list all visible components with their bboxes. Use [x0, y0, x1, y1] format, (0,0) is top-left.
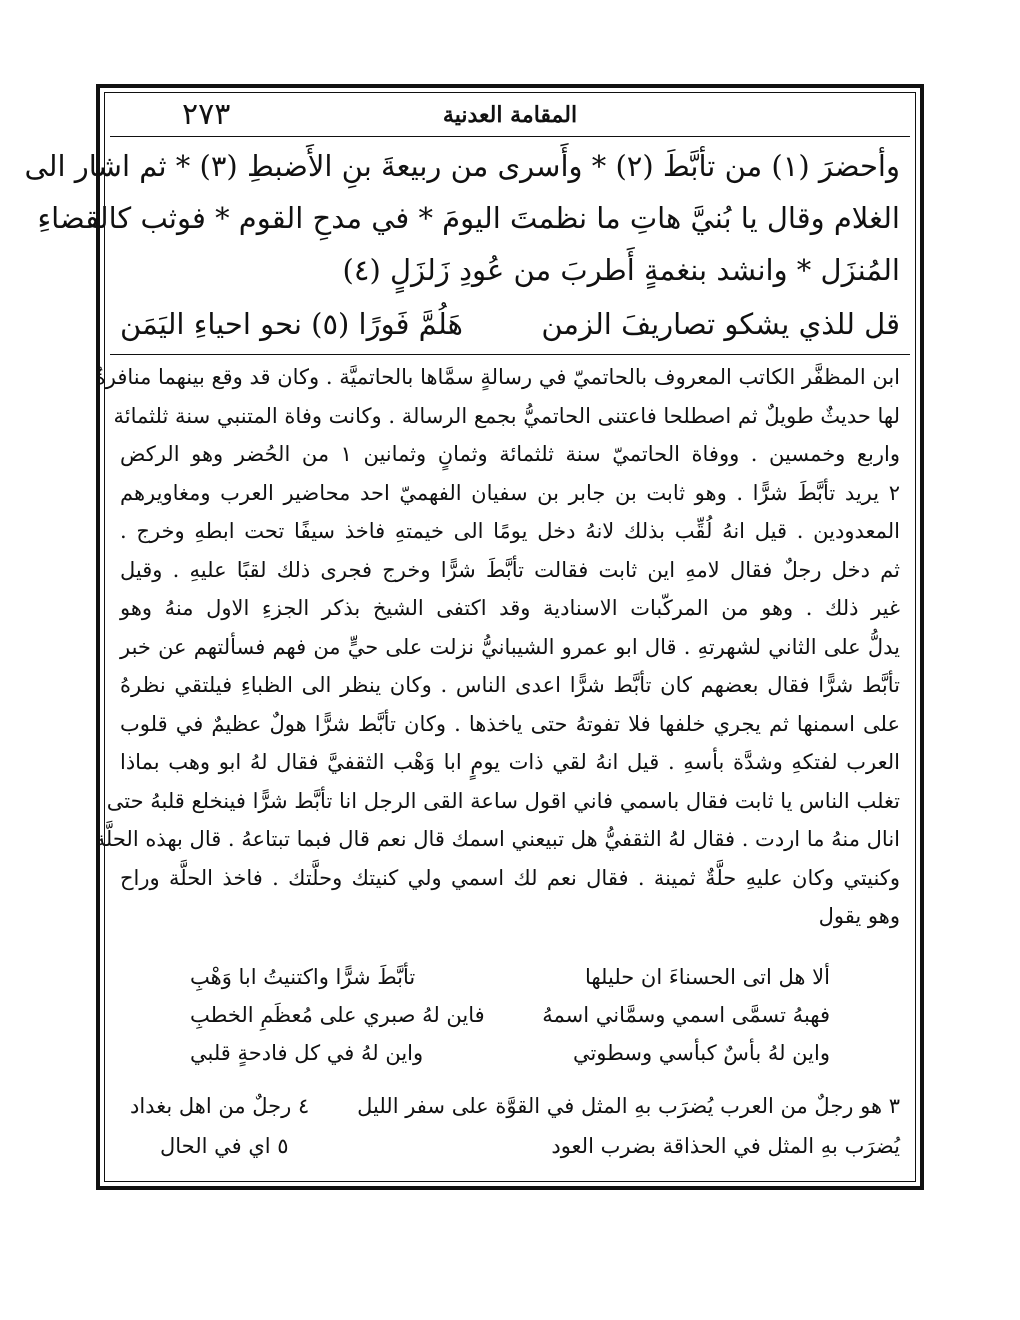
note-line: وكنيتي وكان عليهِ حلَّةٌ ثمينة . فقال نعم لك اسمي ولي كنيتك وحلَّتك . فاخذ الحلَّة وراح — [120, 865, 900, 890]
main-text-line: وأحضرَ (١) من تأبَّطَ (٢) * وأَسرى من ربيعةَ بنِ الأَضبطِ (٣) * ثم اشار الى — [24, 149, 900, 183]
verse-hemistich-first: واين لهُ بأسٌ كبأسي وسطوتي — [572, 1041, 830, 1065]
note-line: لها حديثٌ طويلٌ ثم اصطلحا فاعتنى الحاتميُّ بجمع الرسالة . وكانت وفاة المتنبي سنة ثلثمائة — [113, 403, 900, 428]
notes-separator-rule — [110, 354, 910, 355]
note-line: العرب لفتكهِ وشدَّة بأسهِ . قيل انهُ لقي ذات يومٍ ابا وَهْب الثقفيَّ فقال لهُ ابو وهب بماذا — [120, 750, 900, 774]
note-line: تغلب الناس يا ثابت فقال باسمي فاني اقول ساعة القى الرجل انا تأبَّط شرًّا فينخلع قلبهُ حتى — [106, 788, 900, 813]
verse-hemistich-second: فاين لهُ صبري على مُعظَمِ الخطبِ — [190, 1003, 485, 1027]
note-line: يدلُّ على الثاني لشهرتهِ . قال ابو عمرو الشيبانيُّ نزلت على حيٍّ من فهم فسألتهم عن خبر — [120, 634, 900, 659]
quoted-verses — [150, 958, 850, 1072]
verse-hemistich-first: ألا هل اتى الحسناءَ ان حليلها — [584, 965, 830, 989]
note-line: ٢ يريد تأبَّطَ شرًّا . وهو ثابت بن جابر بن سفيان الفهميّ احد محاضير العرب ومغاويرهم — [120, 480, 900, 505]
footnote-3: ٣ هو رجلٌ من العرب يُضرَب بهِ المثل في القوَّة على سفر الليل — [357, 1094, 900, 1118]
note-line: ابن المظفَّر الكاتب المعروف بالحاتميّ في رسالةٍ سمَّاها بالحاتميَّة . وكان قد وقع بينهما منافرةٌ — [94, 365, 900, 389]
poem-verse — [120, 298, 900, 350]
verse-hemistich-second: تأبَّطَ شرًّا واكتنيتُ ابا وَهْبِ — [190, 965, 416, 989]
verse-hemistich-second: واين لهُ في كل فادحةٍ قلبي — [190, 1041, 424, 1065]
commentary-notes — [94, 358, 901, 936]
running-title: المقامة العدنية — [442, 102, 578, 128]
footnote-4-continued: يُضرَب بهِ المثل في الحذاقة بضرب العود — [551, 1134, 900, 1158]
footnote-4: ٤ رجلٌ من اهل بغداد — [130, 1094, 310, 1118]
verse-hemistich-first: فهبهُ تسمَّى اسمي وسمَّاني اسمهُ — [542, 1003, 830, 1027]
verse-line — [150, 1034, 850, 1072]
verse-line — [150, 996, 850, 1034]
verse-line — [150, 958, 850, 996]
footnote-line — [120, 1126, 900, 1166]
note-line: على اسمنها ثم يجري خلفها فلا تفوتهُ حتى ياخذها . وكان تأبَّط شرًّا هولٌ عظيمٌ في قلوب — [120, 711, 900, 736]
main-text-line: المُنزَل * وانشد بنغمةٍ أَطربَ من عُودِ زَلزَلٍ (٤) — [342, 253, 900, 287]
footnote-line — [120, 1086, 900, 1126]
main-text-line: الغلام وقال يا بُنيَّ هاتِ ما نظمتَ اليومَ * في مدحِ القوم * فوثب كالقضاءِ — [37, 201, 900, 235]
note-line: انال منهُ ما اردت . فقال لهُ الثقفيُّ هل تبيعني اسمك قال نعم قال فبما تبتاعهُ . قال بهذه الحلَّة — [94, 827, 900, 851]
header-rule — [110, 136, 910, 137]
page-header — [112, 96, 908, 134]
footnote-5: ٥ اي في الحال — [160, 1134, 289, 1158]
poem-hemistich-first: قل للذي يشكو تصاريفَ الزمن — [541, 307, 900, 341]
note-line: غير ذلك . وهو من المركّبات الاسنادية وقد اكتفى الشيخ بذكر الجزءِ الاول منهُ وهو — [120, 596, 900, 620]
poem-hemistich-second: هَلُمَّ فَورًا (٥) نحو احياءِ اليَمَن — [120, 307, 463, 341]
note-line: واربع وخمسين . ووفاة الحاتميّ سنة ثلثمائة وثمانٍ وثمانين ١ من الحُضر وهو الركض — [120, 442, 901, 466]
note-line: وهو يقول — [818, 904, 900, 928]
note-line: المعدودين . قيل انهُ لُقِّب بذلك لانهُ دخل يومًا الى خيمتهِ فاخذ سيفًا تحت ابطهِ وخرج . — [120, 519, 900, 543]
note-line: ثم دخل رجلٌ فقال لامهِ اين ثابت فقالت تأبَّطَ شرًّا وخرج فجرى ذلك لقبًا عليهِ . وقيل — [120, 557, 900, 582]
page-number: ٢٧٣ — [182, 97, 231, 132]
footnotes — [120, 1086, 900, 1166]
main-text — [24, 140, 900, 296]
note-line: تأبَّط شرًّا فقال بعضهم كان تأبَّط شرًّا اعدى الناس . وكان ينظر الى الظباءِ فيلتقي نظرهُ — [120, 673, 900, 697]
